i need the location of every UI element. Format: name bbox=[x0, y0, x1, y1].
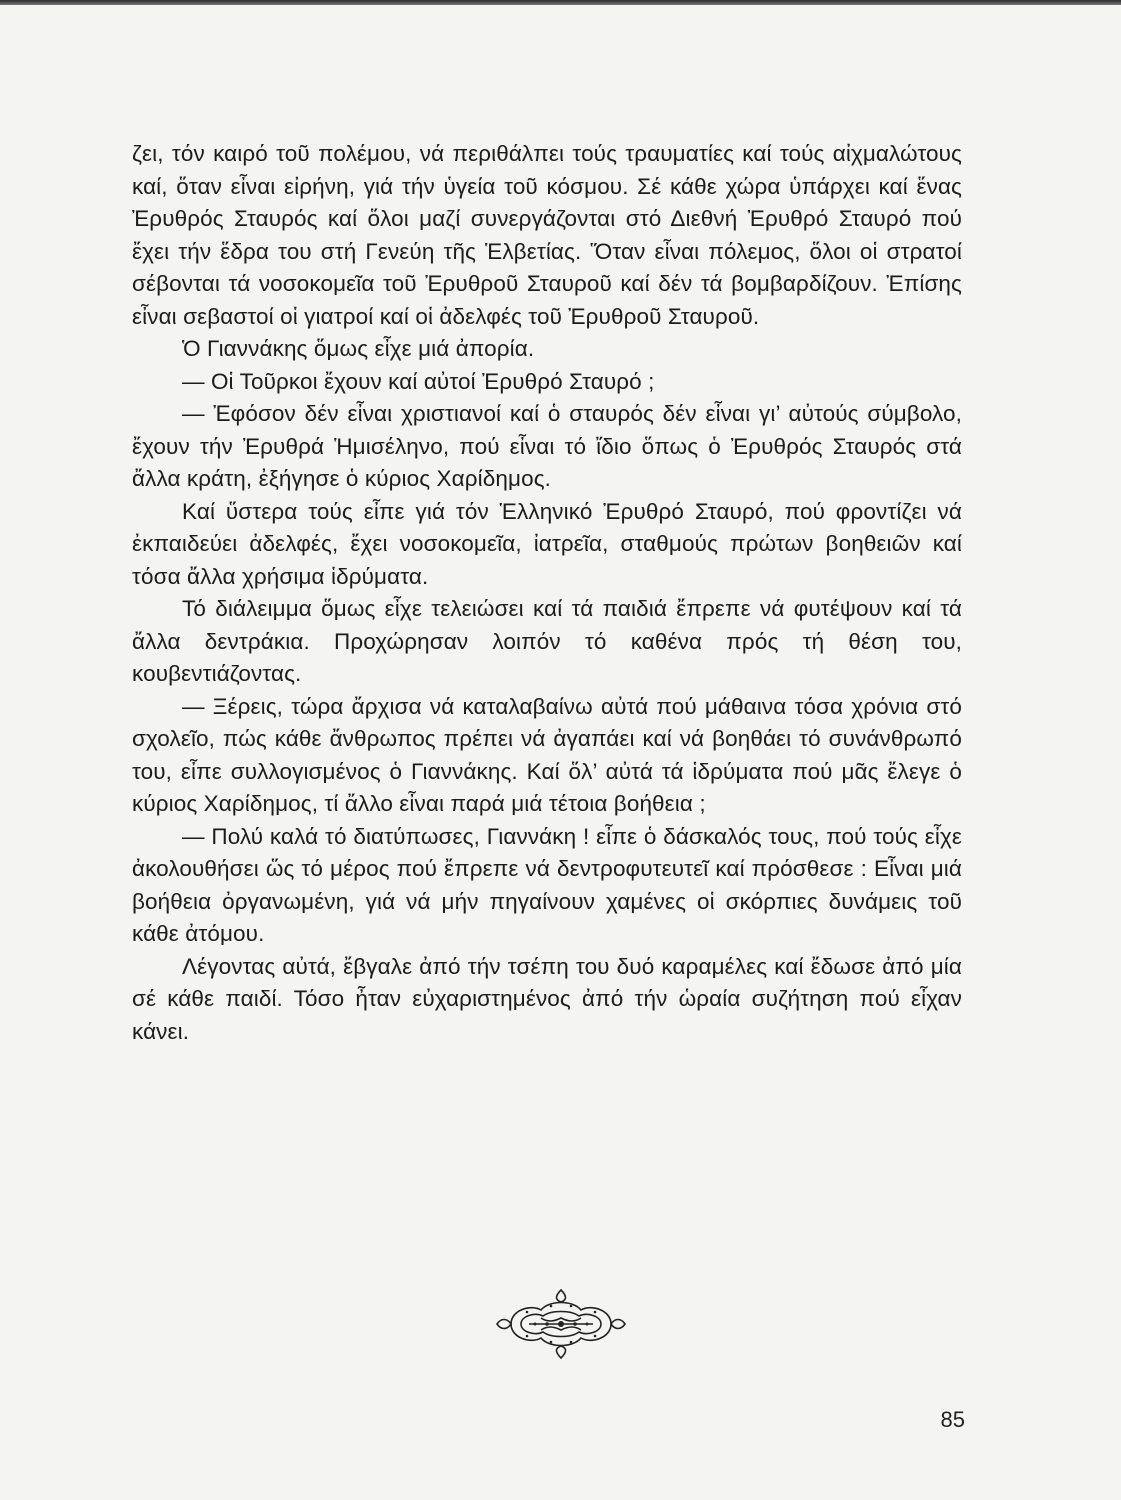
paragraph-giannakis-reflection: — Ξέρεις, τώρα ἄρχισα νά καταλαβαίνω αὐτά πού μάθαινα τόσα χρόνια στό σχολεῖο, πώς κάθε ἄνθρωπος πρέπει νά ἀγαπάει καί νά βοηθάει τό συνάνθρωπό του, εἶπε συλλογισμένος ὁ Γιαννάκης. Καί ὅλ’ αὐτά τά ἱδρύματα πού μᾶς ἔλεγε ὁ κύριος Χαρίδημος, τί ἄλλο εἶναι παρά μιά τέτοια βοήθεια ; bbox=[132, 693, 962, 816]
body-text bbox=[132, 138, 962, 1048]
paragraph-break-ended: Τό διάλειμμα ὅμως εἶχε τελειώσει καί τά παιδιά ἔπρεπε νά φυτέψουν καί τά ἄλλα δεντράκια. Προχώρησαν λοιπόν τό καθένα πρός τή θέση του, κουβεντιάζοντας. bbox=[132, 596, 962, 686]
paragraph-red-crescent-answer: — Ἐφόσον δέν εἶναι χριστιανοί καί ὁ σταυρός δέν εἶναι γι’ αὐτούς σύμβολο, ἔχουν τήν Ἐρυθρά Ἡμισέληνο, πού εἶναι τό ἴδιο ὅπως ὁ Ἐρυθρός Σταυρός στά ἄλλα κράτη, ἐξήγησε ὁ κύριος Χαρίδημος. bbox=[132, 401, 962, 491]
paragraph-candies: Λέγοντας αὐτά, ἔβγαλε ἀπό τήν τσέπη του δυό καραμέλες καί ἔδωσε ἀπό μία σέ κάθε παιδί. Τόσο ἦταν εὐχαριστημένος ἀπό τήν ὡραία συζήτηση πού εἶχαν κάνει. bbox=[132, 953, 962, 1044]
paragraph-hellenic-red-cross: Καί ὕστερα τούς εἶπε γιά τόν Ἑλληνικό Ἐρυθρό Σταυρό, πού φροντίζει νά ἐκπαιδεύει ἀδελφές, ἔχει νοσοκομεῖα, ἰατρεῖα, σταθμούς πρώτων βοηθειῶν καί τόσα ἄλλα χρήσιμα ἱδρύματα. bbox=[132, 498, 962, 589]
paragraph-red-cross-intro: ζει, τόν καιρό τοῦ πολέμου, νά περιθάλπει τούς τραυματίες καί τούς αἰχμαλώτους καί, ὅταν εἶναι εἰρήνη, γιά τήν ὑγεία τοῦ κόσμου. Σέ κάθε χώρα ὑπάρχει καί ἕνας Ἐρυθρός Σταυρός καί ὅλοι μαζί συνεργάζονται στό Διεθνή Ἐρυθρό Σταυρό πού ἔχει τήν ἕδρα του στή Γενεύη τῆς Ἑλβετίας. Ὅταν εἶναι πόλεμος, ὅλοι οἱ στρατοί σέβονται τά νοσοκομεῖα τοῦ Ἐρυθροῦ Σταυροῦ καί δέν τά βομβαρδίζουν. Ἐπίσης εἶναι σεβαστοί οἱ γιατροί καί οἱ ἀδελφές τοῦ Ἐρυθροῦ Σταυροῦ. bbox=[132, 141, 962, 329]
paragraph-giannakis-question: Ὁ Γιαννάκης ὅμως εἶχε μιά ἀπορία. bbox=[182, 336, 535, 361]
ornamental-vignette-icon bbox=[491, 1288, 631, 1360]
paragraph-teacher-reply: — Πολύ καλά τό διατύπωσες, Γιαννάκη ! εἶπε ὁ δάσκαλός τους, πού τούς εἶχε ἀκολουθήσει ὥς τό μέρος πού ἔπρεπε νά δεντροφυτευτεῖ καί πρόσθεσε : Εἶναι μιά βοήθεια ὀργανωμένη, γιά νά μήν πηγαίνουν χαμένες οἱ σκόρπιες δυνάμεις τοῦ κάθε ἀτόμου. bbox=[132, 823, 962, 946]
page-top-edge bbox=[0, 0, 1121, 5]
page-number: 85 bbox=[940, 1407, 965, 1432]
paragraph-turks-question: — Οἱ Τοῦρκοι ἔχουν καί αὐτοί Ἐρυθρό Σταυρό ; bbox=[182, 368, 655, 394]
